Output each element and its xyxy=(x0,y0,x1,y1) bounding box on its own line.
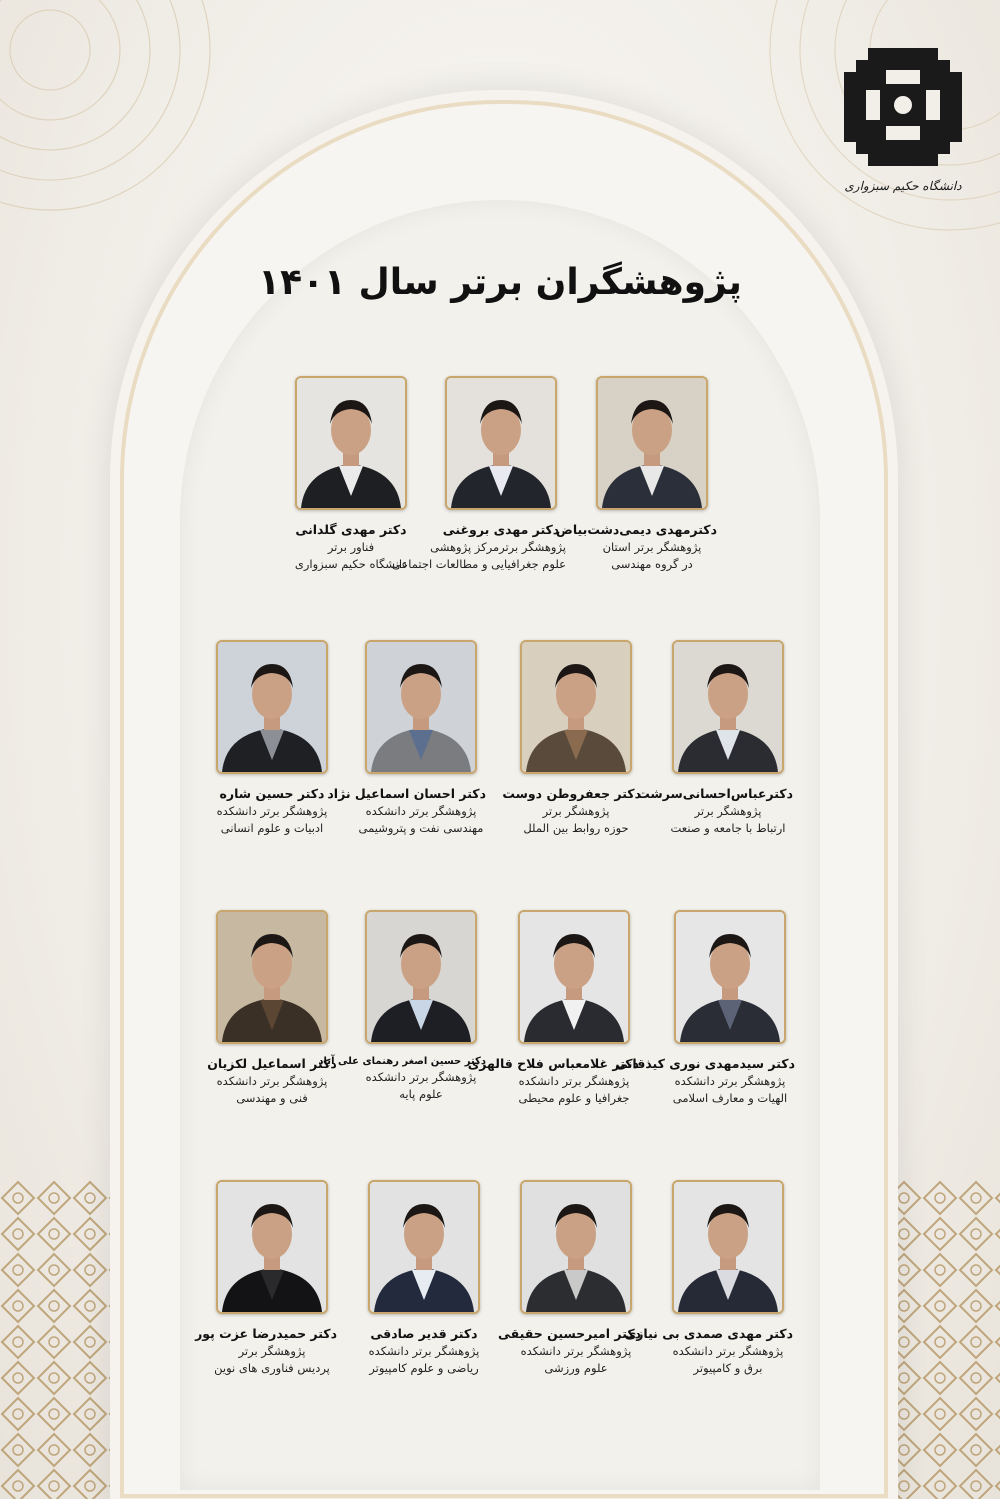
researcher-photo xyxy=(672,1180,784,1314)
researcher-department: برق و کامپیوتر xyxy=(693,1361,763,1375)
researcher-department: ارتباط با جامعه و صنعت xyxy=(670,821,786,835)
mandala-top-left-ornament xyxy=(0,0,220,220)
researcher-name: دکتر حسین شاره xyxy=(219,786,325,801)
researcher-title: فناور برتر xyxy=(327,540,375,554)
researcher-title: پژوهشگر برتر دانشکده xyxy=(672,1344,784,1358)
researcher-department: الهیات و معارف اسلامی xyxy=(672,1091,788,1105)
researcher-card xyxy=(556,376,717,571)
researcher-name: دکتر حسین اصغر رهنمای علی آباد xyxy=(318,1056,486,1067)
university-logo xyxy=(828,28,978,198)
researcher-card xyxy=(195,1180,337,1375)
researcher-card xyxy=(637,640,793,835)
researcher-photo xyxy=(674,910,786,1044)
researcher-title: پژوهشگر برتر دانشکده xyxy=(216,1074,328,1088)
researcher-photo xyxy=(365,910,477,1044)
researcher-department: جغرافیا و علوم محیطی xyxy=(518,1091,630,1105)
researcher-title: پژوهشگر برتر استان xyxy=(602,540,702,554)
researcher-name: دکتر حمیدرضا عزت پور xyxy=(195,1326,337,1341)
researcher-department: ادبیات و علوم انسانی xyxy=(220,821,324,835)
researcher-card xyxy=(391,376,566,571)
researcher-card xyxy=(359,1180,489,1375)
researcher-card xyxy=(498,1180,641,1375)
researcher-department: علوم پایه xyxy=(399,1087,443,1101)
researcher-name: دکتر غلامعباس فلاح قالهری xyxy=(467,1056,639,1071)
researcher-photo xyxy=(672,640,784,774)
researcher-photo xyxy=(216,910,328,1044)
page-title: پژوهشگران برتر سال ۱۴۰۱ xyxy=(258,262,742,303)
researcher-title: پژوهشگر برتر دانشکده xyxy=(368,1344,480,1358)
researcher-department: در گروه مهندسی xyxy=(611,557,693,571)
researcher-card xyxy=(624,1180,793,1375)
researcher-title: پژوهشگر برتر xyxy=(238,1344,306,1358)
researcher-name: دکتر سیدمهدی نوری کیذقانی xyxy=(615,1056,795,1071)
researcher-card xyxy=(467,910,639,1105)
researcher-department: مهندسی نفت و پتروشیمی xyxy=(358,821,484,835)
researcher-photo xyxy=(445,376,557,510)
researcher-name: دکتر احسان اسماعیل نژاد xyxy=(327,786,486,801)
svg-text:دانشگاه حکیم سبزواری: دانشگاه حکیم سبزواری xyxy=(844,179,962,193)
researcher-department: علوم جغرافیایی و مطالعات اجتماعی xyxy=(391,557,566,571)
researcher-name: دکتر مهدی بروغنی xyxy=(442,522,560,537)
researcher-title: پژوهشگر برترمرکز پژوهشی xyxy=(430,540,566,554)
researcher-photo xyxy=(368,1180,480,1314)
researcher-department: دانشگاه حکیم سبزواری xyxy=(294,557,408,571)
researcher-name: دکتر اسماعیل لکزیان xyxy=(207,1056,337,1071)
researcher-photo xyxy=(216,640,328,774)
researcher-card xyxy=(318,910,486,1101)
researcher-title: پژوهشگر برتر دانشکده xyxy=(365,1070,477,1084)
researcher-name: دکتر امیرحسین حقیقی xyxy=(498,1326,641,1341)
researcher-department: پردیس فناوری های نوین xyxy=(214,1361,330,1375)
researcher-name: دکتر قدیر صادقی xyxy=(370,1326,478,1341)
researcher-title: پژوهشگر برتر دانشکده xyxy=(518,1074,630,1088)
researcher-name: دکتر جعفروطن دوست xyxy=(502,786,641,801)
researcher-card xyxy=(207,910,337,1105)
researcher-title: پژوهشگر برتر دانشکده xyxy=(674,1074,786,1088)
researcher-department: فنی و مهندسی xyxy=(236,1091,308,1105)
researcher-card xyxy=(327,640,486,835)
researcher-card xyxy=(286,376,416,571)
researcher-photo xyxy=(520,640,632,774)
researcher-title: پژوهشگر برتر xyxy=(542,804,610,818)
researcher-photo xyxy=(596,376,708,510)
researcher-department: حوزه روابط بین الملل xyxy=(523,821,629,835)
researcher-name: دکترمهدی دیمی‌دشت‌بیاض xyxy=(556,522,717,537)
researcher-title: پژوهشگر برتر دانشکده xyxy=(365,804,477,818)
researcher-department: ریاضی و علوم کامپیوتر xyxy=(369,1361,479,1375)
researcher-card xyxy=(502,640,641,835)
researcher-title: پژوهشگر برتر دانشکده xyxy=(520,1344,632,1358)
researcher-photo xyxy=(295,376,407,510)
researcher-title: پژوهشگر برتر xyxy=(694,804,762,818)
researcher-name: دکترعباس‌احسانی‌سرشت xyxy=(637,786,793,801)
researcher-card xyxy=(615,910,795,1105)
researcher-name: دکتر مهدی صمدی بی نیازی xyxy=(624,1326,793,1341)
researcher-photo xyxy=(518,910,630,1044)
researcher-photo xyxy=(520,1180,632,1314)
researcher-title: پژوهشگر برتر دانشکده xyxy=(216,804,328,818)
researcher-photo xyxy=(216,1180,328,1314)
researcher-name: دکتر مهدی گلدانی xyxy=(295,522,407,537)
researcher-department: علوم ورزشی xyxy=(544,1361,608,1375)
researcher-card xyxy=(207,640,337,835)
researcher-photo xyxy=(365,640,477,774)
